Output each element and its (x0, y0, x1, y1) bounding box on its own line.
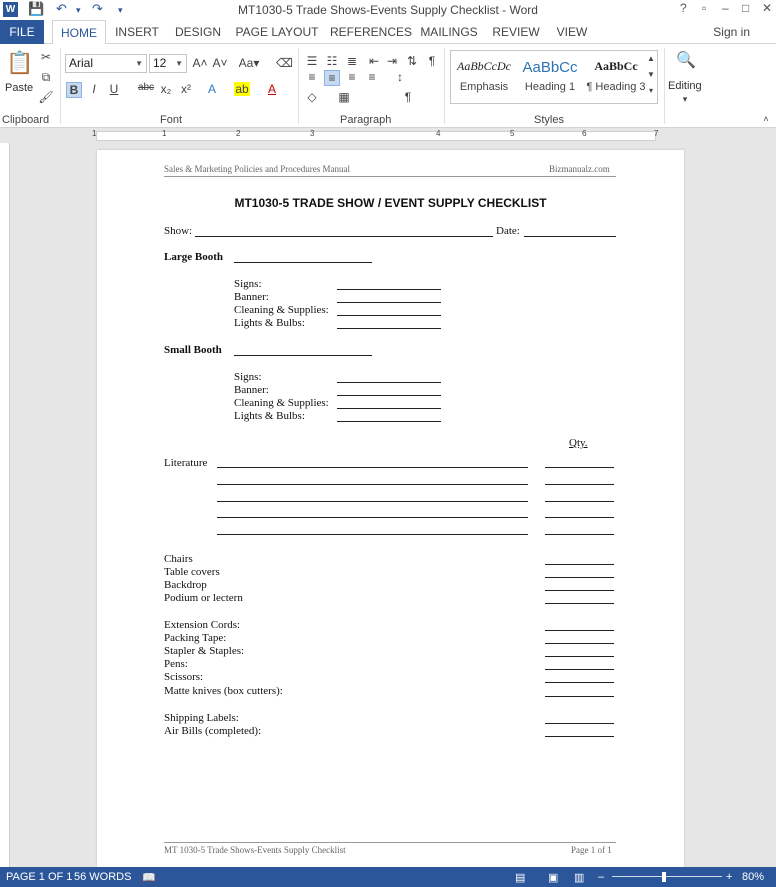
ribbon-home (0, 44, 776, 128)
zoom-level[interactable]: 80% (742, 871, 765, 883)
style-name: Emphasis (459, 81, 509, 93)
qty-line (545, 564, 614, 565)
window-title: MT1030-5 Trade Shows-Events Supply Checklist - Word (238, 3, 538, 17)
subscript-button[interactable]: x₂ (160, 82, 172, 96)
tab-references[interactable]: REFERENCES (330, 25, 413, 39)
qty-line (545, 517, 614, 518)
clear-formatting-icon[interactable]: ⌫ (276, 56, 293, 70)
header-rule (164, 176, 616, 177)
ruler-tick-label: 1 (92, 129, 97, 138)
styles-more-icon[interactable]: ▾ (648, 86, 653, 95)
item-backdrop: Backdrop (164, 579, 207, 591)
group-divider (664, 48, 665, 124)
ruler-tick-label: 2 (236, 129, 241, 138)
item-packing-tape: Packing Tape: (164, 632, 227, 644)
undo-icon[interactable]: ↶ (56, 1, 67, 16)
bold-button[interactable]: B (66, 82, 82, 98)
literature-line (217, 467, 528, 468)
title-bar (0, 0, 776, 20)
literature-line (217, 534, 528, 535)
show-blank (195, 236, 493, 237)
literature-line (217, 517, 528, 518)
style-preview: AaBbCc (522, 59, 578, 76)
minimize-button[interactable]: – (722, 1, 729, 15)
tab-file[interactable]: FILE (0, 20, 44, 44)
align-right-icon[interactable]: ≡ (348, 70, 356, 84)
customize-toolbar-icon[interactable]: ▾ (118, 5, 123, 15)
show-marks-icon[interactable]: ¶ (428, 54, 436, 68)
qty-line (545, 590, 614, 591)
editing-button[interactable]: Editing (668, 80, 702, 92)
large-booth-lights: Lights & Bulbs: (234, 317, 305, 329)
page-header-left: Sales & Marketing Policies and Procedures Manual (164, 164, 350, 174)
font-size-select[interactable] (149, 54, 187, 73)
ribbon-display-button[interactable]: ▫ (702, 1, 707, 15)
chevron-down-icon: ▼ (175, 59, 183, 68)
tab-home[interactable]: HOME (52, 20, 106, 45)
item-extension-cords: Extension Cords: (164, 619, 241, 631)
group-divider (298, 48, 299, 124)
group-divider (60, 48, 61, 124)
small-booth-banner: Banner: (234, 384, 269, 396)
item-matte-knives: Matte knives (box cutters): (164, 685, 283, 697)
save-icon[interactable]: 💾 (28, 1, 45, 16)
bullets-icon[interactable]: ☰ (306, 54, 318, 68)
large-booth-blank (234, 262, 372, 263)
zoom-in-icon[interactable]: + (726, 871, 733, 883)
zoom-slider-thumb[interactable] (662, 872, 666, 882)
item-chairs: Chairs (164, 553, 193, 565)
blank-line (337, 289, 441, 290)
shrink-font-icon[interactable]: A˅ (212, 56, 228, 70)
paste-icon[interactable]: 📋 (6, 50, 34, 75)
help-button[interactable]: ? (680, 1, 687, 15)
ruler-tick-label: 7 (654, 129, 659, 138)
item-pens: Pens: (164, 658, 188, 670)
qty-line (545, 656, 614, 657)
status-bar (0, 867, 776, 887)
justify-icon[interactable]: ≡ (368, 70, 376, 84)
tab-design[interactable]: DESIGN (174, 25, 221, 39)
vertical-ruler[interactable] (0, 143, 10, 867)
font-color-icon[interactable]: A (267, 82, 276, 96)
borders-icon[interactable]: ▦ (338, 90, 350, 104)
large-booth-label: Large Booth (164, 251, 223, 263)
page-header-right: Bizmanualz.com (549, 164, 610, 174)
qty-line (545, 577, 614, 578)
proofing-icon[interactable]: 📖 (142, 872, 156, 884)
style-name: Heading 1 (524, 81, 576, 93)
styles-scroll-down-icon[interactable]: ▼ (647, 70, 655, 79)
literature-label: Literature (164, 457, 208, 469)
ruler-track (96, 129, 659, 141)
qty-line (545, 736, 614, 737)
small-booth-signs: Signs: (234, 371, 262, 383)
grow-font-icon[interactable]: A˄ (192, 56, 208, 70)
small-booth-blank (234, 355, 372, 356)
cut-icon[interactable]: ✂ (40, 50, 52, 64)
read-mode-icon[interactable]: ▤ (515, 872, 526, 884)
item-shipping-labels: Shipping Labels: (164, 712, 239, 724)
paragraph-group-label: Paragraph (340, 114, 392, 126)
decrease-indent-icon[interactable]: ⇤ (368, 54, 380, 68)
strikethrough-button[interactable]: abc (137, 82, 155, 93)
word-app-icon[interactable]: W (3, 2, 18, 17)
superscript-button[interactable]: x² (181, 82, 191, 96)
underline-button[interactable]: U (109, 82, 119, 96)
collapse-ribbon-icon[interactable]: ˄ (763, 114, 769, 124)
qty-line (545, 696, 614, 697)
style-preview: AaBbCcDc (457, 59, 511, 73)
style-heading-1[interactable] (517, 51, 583, 103)
highlight-icon[interactable]: ab (235, 82, 249, 96)
qty-line (545, 630, 614, 631)
copy-icon[interactable]: ⧉ (41, 70, 51, 84)
qty-line (545, 603, 614, 604)
qty-line (545, 682, 614, 683)
tab-review[interactable]: REVIEW (492, 25, 540, 39)
web-layout-icon[interactable]: ▥ (574, 872, 585, 884)
chevron-down-icon[interactable]: ▾ (682, 94, 688, 104)
tab-mailings[interactable]: MAILINGS (420, 25, 478, 39)
chevron-down-icon: ▼ (135, 59, 143, 68)
footer-rule (164, 842, 616, 843)
item-air-bills: Air Bills (completed): (164, 725, 262, 737)
ribbon-tabs (0, 20, 776, 44)
literature-line (217, 484, 528, 485)
shading-icon[interactable]: ◇ (307, 90, 317, 104)
style-name: ¶ Heading 3 (586, 81, 646, 93)
zoom-slider[interactable] (612, 876, 722, 877)
blank-line (337, 408, 441, 409)
qty-line (545, 669, 614, 670)
font-name-value: Arial (69, 56, 94, 70)
styles-scroll-up-icon[interactable]: ▲ (647, 54, 655, 63)
numbering-icon[interactable]: ☷ (326, 54, 338, 68)
small-booth-label: Small Booth (164, 344, 222, 356)
qty-line (545, 501, 614, 502)
maximize-button[interactable]: □ (742, 1, 750, 15)
print-layout-icon[interactable]: ▣ (548, 872, 559, 884)
item-podium: Podium or lectern (164, 592, 243, 604)
ruler-tick-label: 1 (162, 129, 167, 138)
close-button[interactable]: ✕ (762, 1, 773, 15)
qty-line (545, 723, 614, 724)
word-count-status[interactable]: 56 WORDS (74, 871, 132, 883)
item-table-covers: Table covers (164, 566, 220, 578)
page-footer-right: Page 1 of 1 (571, 845, 612, 855)
font-size-value: 12 (153, 56, 167, 70)
style-preview: AaBbCc (594, 59, 638, 73)
format-painter-icon[interactable]: 🖌 (38, 90, 54, 104)
styles-group-label: Styles (534, 114, 564, 126)
blank-line (337, 315, 441, 316)
italic-button[interactable]: I (92, 82, 96, 96)
document-title: MT1030-5 TRADE SHOW / EVENT SUPPLY CHECKLIST (234, 196, 547, 210)
text-effects-icon[interactable]: A (207, 82, 216, 96)
item-scissors: Scissors: (164, 671, 204, 683)
blank-line (337, 382, 441, 383)
ruler-tick-label: 3 (310, 129, 315, 138)
font-group-label: Font (160, 114, 183, 126)
large-booth-banner: Banner: (234, 291, 269, 303)
tab-insert[interactable]: INSERT (115, 25, 159, 39)
blank-line (337, 421, 441, 422)
show-label: Show: (164, 225, 193, 237)
date-blank (524, 236, 616, 237)
large-booth-signs: Signs: (234, 278, 262, 290)
document-page[interactable] (97, 150, 684, 867)
style-emphasis[interactable] (451, 51, 517, 103)
line-spacing-icon[interactable]: ↕ (397, 70, 403, 84)
small-booth-cleaning: Cleaning & Supplies: (234, 397, 329, 409)
tab-page-layout[interactable]: PAGE LAYOUT (235, 25, 319, 39)
tab-view[interactable]: VIEW (556, 25, 588, 39)
blank-line (337, 302, 441, 303)
align-left-icon[interactable]: ≡ (308, 70, 316, 84)
large-booth-cleaning: Cleaning & Supplies: (234, 304, 329, 316)
increase-indent-icon[interactable]: ⇥ (386, 54, 398, 68)
styles-gallery (450, 50, 658, 104)
zoom-out-icon[interactable]: – (598, 871, 605, 883)
undo-dropdown-icon[interactable]: ▾ (76, 5, 81, 15)
ruler-tick-label: 5 (510, 129, 515, 138)
group-divider (444, 48, 445, 124)
align-center-icon[interactable]: ≡ (324, 70, 340, 86)
clipboard-group-label: Clipboard (2, 114, 50, 126)
qty-line (545, 467, 614, 468)
page-count-status[interactable]: PAGE 1 OF 1 (6, 871, 73, 883)
date-label: Date: (496, 225, 520, 237)
sign-in-link[interactable]: Sign in (713, 25, 750, 39)
item-stapler: Stapler & Staples: (164, 645, 245, 657)
find-icon[interactable]: 🔍 (676, 52, 696, 69)
redo-icon[interactable]: ↷ (92, 1, 103, 16)
qty-line (545, 484, 614, 485)
style-heading-3[interactable] (583, 51, 649, 103)
page-footer-left: MT 1030-5 Trade Shows-Events Supply Checklist (164, 845, 346, 855)
ruler-tick-label: 6 (582, 129, 587, 138)
ruler-tick-label: 4 (436, 129, 441, 138)
multilevel-list-icon[interactable]: ≣ (346, 54, 358, 68)
small-booth-lights: Lights & Bulbs: (234, 410, 305, 422)
qty-header: Qty. (569, 437, 588, 449)
change-case-icon[interactable]: Aa▾ (238, 56, 260, 70)
horizontal-ruler[interactable] (0, 129, 776, 143)
paragraph-mark-icon[interactable]: ¶ (404, 90, 412, 104)
paste-button[interactable]: Paste (5, 82, 34, 94)
sort-icon[interactable]: ⇅ (406, 54, 418, 68)
font-name-select[interactable] (65, 54, 147, 73)
qty-line (545, 643, 614, 644)
qty-line (545, 534, 614, 535)
literature-line (217, 501, 528, 502)
blank-line (337, 328, 441, 329)
blank-line (337, 395, 441, 396)
